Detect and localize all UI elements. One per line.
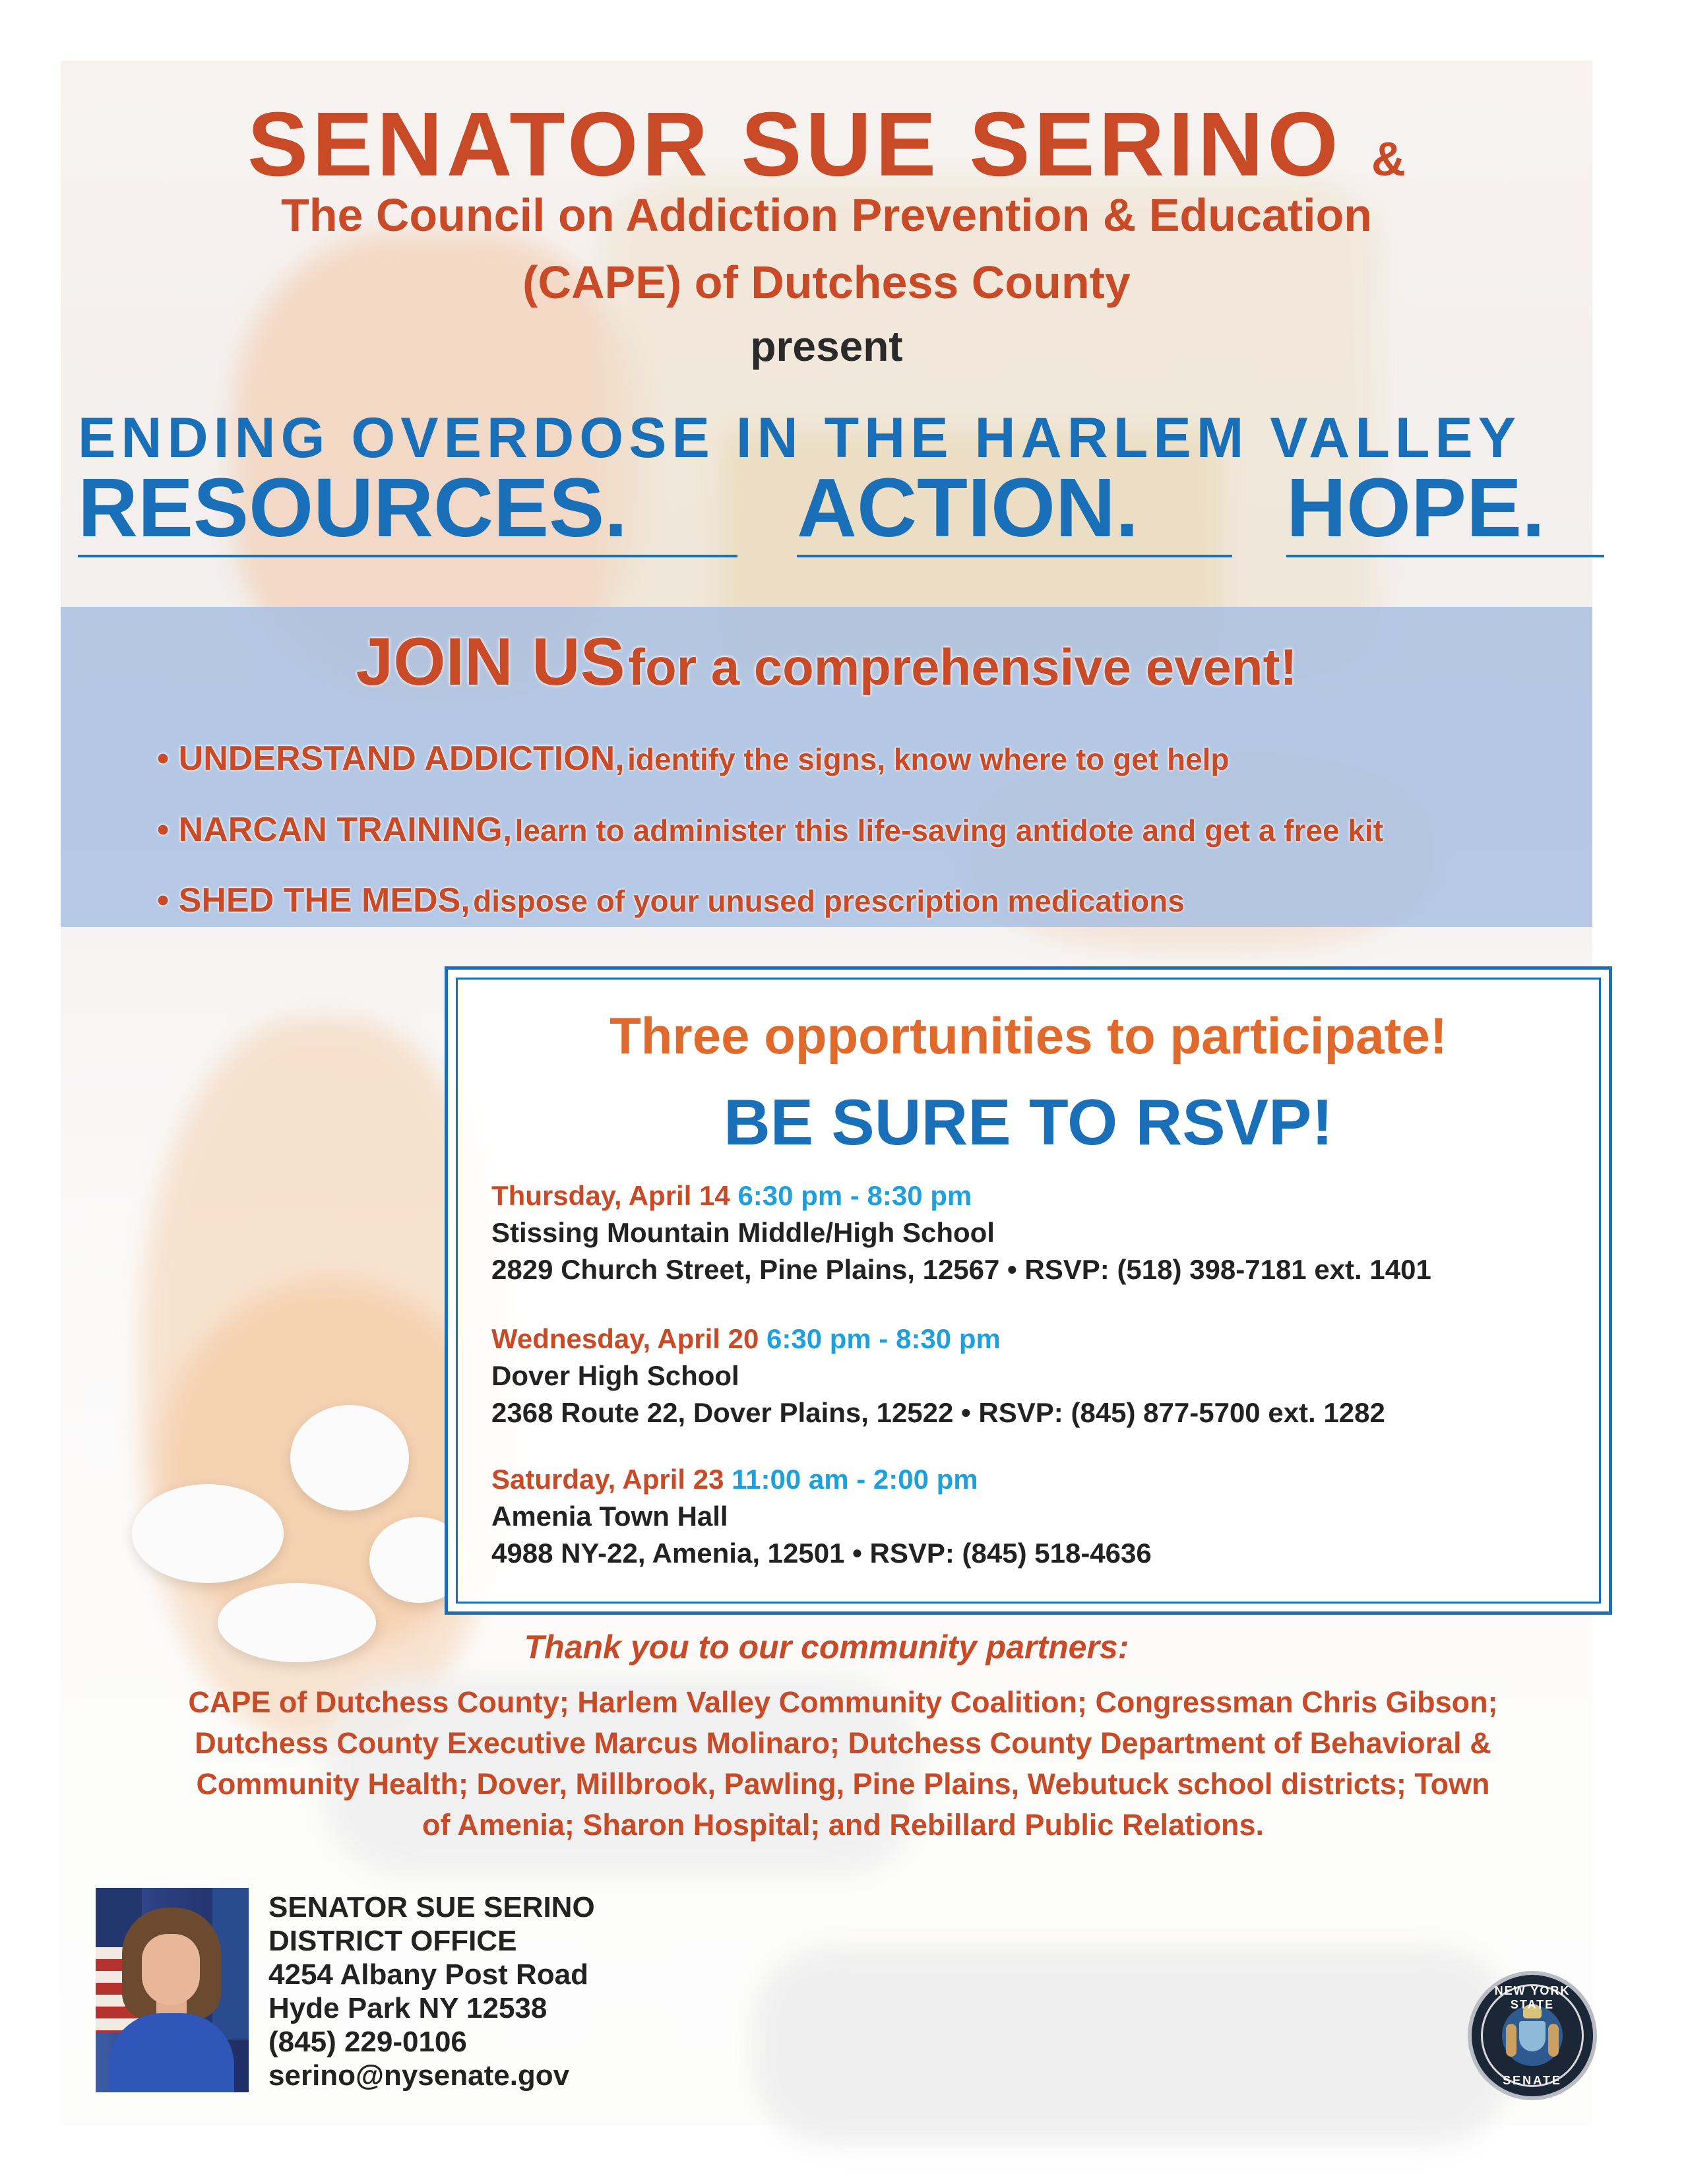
seal-bottom-text: SENATE — [1503, 2074, 1562, 2087]
office-name: SENATOR SUE SERINO — [268, 1891, 595, 1923]
partners-line: CAPE of Dutchess County; Harlem Valley Community Coalition; Congressman Chris Gibson; — [188, 1685, 1498, 1719]
background-blur — [753, 1947, 1512, 2145]
bullet-text: identify the signs, know where to get help — [627, 742, 1230, 776]
ny-senate-seal — [1468, 1971, 1597, 2100]
partners-line: Dutchess County Executive Marcus Molinaro; Dutchess County Department of Behavioral & — [195, 1726, 1491, 1760]
bullet-narcan-training — [157, 810, 1383, 850]
portrait-face — [142, 1934, 200, 2005]
event-item — [491, 1177, 1431, 1288]
partners-list — [78, 1682, 1608, 1846]
portrait-shirt — [109, 2013, 234, 2092]
bullet-shed-the-meds — [157, 881, 1185, 920]
bullet-text: dispose of your unused prescription medications — [473, 884, 1185, 918]
district-office-info — [268, 1890, 595, 2092]
senator-name: SENATOR SUE SERINO — [247, 94, 1342, 195]
event-day: Wednesday, April 20 — [491, 1323, 759, 1354]
seal-shield-icon — [1519, 2021, 1546, 2051]
event-venue: Dover High School — [491, 1360, 739, 1391]
rsvp-callout: BE SURE TO RSVP! — [724, 1086, 1333, 1158]
event-day: Thursday, April 14 — [491, 1180, 730, 1211]
office-phone: (845) 229-0106 — [268, 2026, 467, 2058]
bullet-lead: • UNDERSTAND ADDICTION, — [157, 739, 625, 778]
seal-top-text: NEW YORK STATE — [1494, 1984, 1571, 2011]
office-street: 4254 Albany Post Road — [268, 1958, 588, 1991]
present-label: present — [750, 323, 903, 370]
council-line-1: The Council on Addiction Prevention & Education — [280, 189, 1373, 241]
slogan-hope: HOPE. — [1286, 465, 1604, 557]
opportunities-heading: Three opportunities to participate! — [610, 1007, 1447, 1065]
pill-shape — [290, 1405, 409, 1511]
event-time: 6:30 pm - 8:30 pm — [766, 1323, 1001, 1354]
join-rest-label: for a comprehensive event! — [628, 638, 1297, 696]
bullet-lead: • SHED THE MEDS, — [157, 881, 470, 920]
join-us-label: JOIN US — [356, 624, 625, 699]
join-heading — [61, 623, 1592, 701]
partners-heading: Thank you to our community partners: — [524, 1629, 1129, 1666]
slogan-action: ACTION. — [797, 465, 1232, 557]
event-time: 11:00 am - 2:00 pm — [732, 1464, 978, 1495]
bullet-lead: • NARCAN TRAINING, — [157, 811, 513, 849]
pill-shape — [132, 1484, 284, 1583]
campaign-title: ENDING OVERDOSE IN THE HARLEM VALLEY — [78, 406, 1522, 470]
event-time: 6:30 pm - 8:30 pm — [737, 1180, 972, 1211]
event-item — [491, 1321, 1385, 1431]
partners-line: Community Health; Dover, Millbrook, Pawling, Pine Plains, Webutuck school districts; Town — [196, 1767, 1490, 1801]
partners-line: of Amenia; Sharon Hospital; and Rebillard Public Relations. — [422, 1808, 1264, 1842]
seal-figure-icon — [1548, 2024, 1559, 2057]
rsvp-box — [445, 966, 1612, 1615]
office-label: DISTRICT OFFICE — [268, 1925, 517, 1957]
senator-title — [61, 92, 1592, 197]
event-address: 2829 Church Street, Pine Plains, 12567 • RSVP: (518) 398-7181 ext. 1401 — [491, 1254, 1431, 1285]
event-address: 2368 Route 22, Dover Plains, 12522 • RSVP: (845) 877-5700 ext. 1282 — [491, 1397, 1385, 1428]
event-address: 4988 NY-22, Amenia, 12501 • RSVP: (845) 518-4636 — [491, 1538, 1152, 1569]
event-venue: Stissing Mountain Middle/High School — [491, 1217, 995, 1248]
bullet-understand-addiction — [157, 739, 1230, 778]
council-line-2: (CAPE) of Dutchess County — [522, 257, 1131, 308]
slogan-resources: RESOURCES. — [78, 465, 737, 557]
office-city: Hyde Park NY 12538 — [268, 1992, 547, 2024]
event-day: Saturday, April 23 — [491, 1464, 724, 1495]
seal-figure-icon — [1506, 2024, 1516, 2057]
bullet-text: learn to administer this life-saving antidote and get a free kit — [515, 813, 1384, 848]
ampersand: & — [1371, 133, 1406, 186]
event-item — [491, 1461, 1152, 1572]
event-venue: Amenia Town Hall — [491, 1501, 728, 1532]
senator-photo — [96, 1888, 249, 2092]
office-email: serino@nysenate.gov — [268, 2059, 570, 2092]
